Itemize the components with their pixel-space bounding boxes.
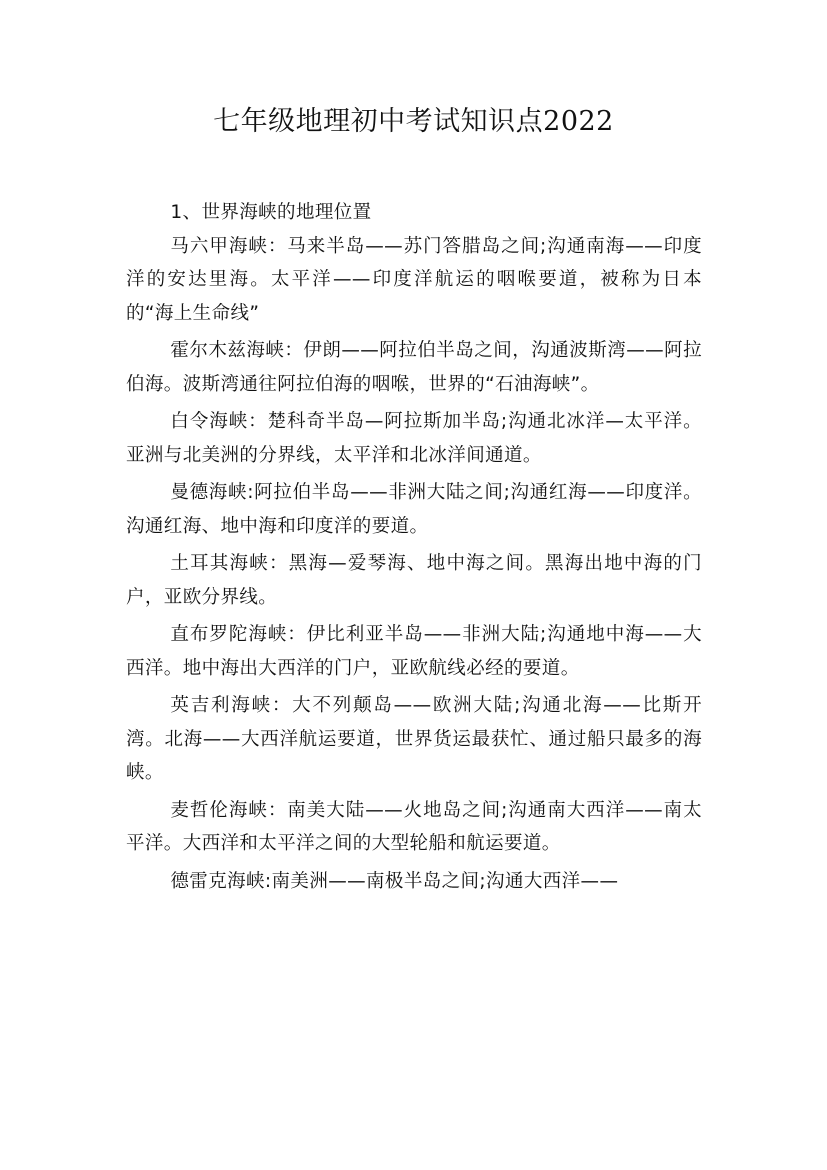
paragraph-gibraltar-strait: 直布罗陀海峡：伊比利亚半岛——非洲大陆;沟通地中海——大西洋。地中海出大西洋的门户，亚欧航线必经的要道。 [126,624,702,679]
paragraph-bering-strait: 白令海峡：楚科奇半岛—阿拉斯加半岛;沟通北冰洋—太平洋。亚洲与北美洲的分界线，太平洋和北冰洋间通道。 [126,411,702,466]
paragraph-hormuz-strait: 霍尔木兹海峡：伊朗——阿拉伯半岛之间，沟通波斯湾——阿拉伯海。波斯湾通往阿拉伯海的咽喉，世界的“石油海峡”。 [126,340,702,395]
paragraph-magellan-strait: 麦哲伦海峡：南美大陆——火地岛之间;沟通南大西洋——南太平洋。大西洋和太平洋之间的大型轮船和航运要道。 [126,799,702,854]
paragraph-malacca-strait: 马六甲海峡：马来半岛——苏门答腊岛之间;沟通南海——印度洋的安达里海。太平洋——印度洋航运的咽喉要道，被称为日本的“海上生命线” [126,235,702,324]
document-body [126,196,702,902]
section-heading: 1、世界海峡的地理位置 [170,202,372,223]
paragraph-english-channel: 英吉利海峡：大不列颠岛——欧洲大陆;沟通北海——比斯开湾。北海——大西洋航运要道，世界货运最获忙、通过船只最多的海峡。 [126,695,702,783]
paragraph-mandeb-strait: 曼德海峡:阿拉伯半岛——非洲大陆之间;沟通红海——印度洋。沟通红海、地中海和印度洋的要道。 [126,482,702,537]
document-title: 七年级地理初中考试知识点2022 [213,106,614,137]
paragraph-drake-passage: 德雷克海峡:南美洲——南极半岛之间;沟通大西洋—— [170,870,619,892]
paragraph-turkish-straits: 土耳其海峡：黑海—爱琴海、地中海之间。黑海出地中海的门户，亚欧分界线。 [126,553,702,608]
